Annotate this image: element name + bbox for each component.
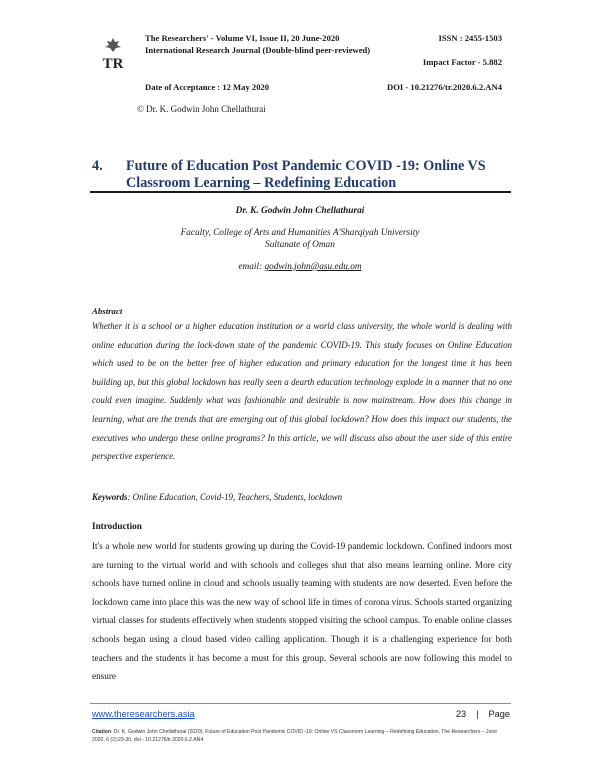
- acceptance-date: Date of Acceptance : 12 May 2020: [145, 82, 270, 92]
- page-number-value: 23: [455, 709, 467, 719]
- introduction-text: It's a whole new world for students growing up during the Covid-19 pandemic lockdown. Confined indoors most are turning to the virtual world and with schools and colleges shut that also means learning online. More city schools have turned online in cloud and schools usually teaming with students are now deserted. Even before the lockdown came into place this was the new way of school life in times of corona virus. Schools started organizing virtual classes for students effectively when students stopped visiting the school campus. To enable online classes schools began using a cloud based video calling application. Though it is a challenging experience for both teachers and the students it has become a must for this group. Several schools are now following this model to ensure: [92, 541, 512, 682]
- introduction-heading: Introduction: [92, 521, 142, 531]
- abstract-heading: Abstract: [92, 306, 123, 316]
- page-separator: |: [476, 709, 479, 719]
- article-number: 4.: [92, 158, 103, 174]
- page-number: [446, 709, 510, 719]
- email-label: email:: [238, 262, 265, 272]
- citation-text: : Dr. K. Godwin John Chellathurai (2020). Future of Education Post Pandemic COVID -19: Online VS Classroom Learning – Redefining Education, The Researchers – June 2020, 6 (2):29-30. doi - 10.21276/tr.2020.6.2.AN4: [92, 729, 498, 743]
- journal-subtitle: International Research Journal (Double-blind peer-reviewed): [145, 45, 371, 55]
- citation: [92, 728, 510, 744]
- page-label: Page: [488, 709, 510, 719]
- journal-logo: [100, 36, 126, 72]
- impact-factor: Impact Factor - 5.882: [422, 57, 502, 67]
- affiliation-line-2: Sultanate of Oman: [265, 240, 335, 250]
- article-title: Future of Education Post Pandemic COVID -19: Online VS Classroom Learning – Redefining Education: [126, 158, 486, 191]
- doi: DOI - 10.21276/tr.2020.6.2.AN4: [387, 82, 502, 92]
- affiliation-line-1: Faculty, College of Arts and Humanities A'Sharqiyah University: [180, 228, 420, 238]
- footer-divider: [90, 703, 511, 704]
- abstract-text: Whether it is a school or a higher education institution or a world class university, the whole world is dealing with online education during the lock-down state of the pandemic COVID-19. This study focuses on Online Education which used to be on the better free of higher education and primary education for the longest time it has been building up, but this global lockdown has really seen a dearth education technology explode in a manner that no one could even imagine. Suddenly what was fashionable and desirable is now mainstream. How does this change in learning, what are the trends that are emerging out of this global lockdown? How does this impact our students, the executives who undergo these online programs? In this article, we will discuss also about the user side of this entire perspective experience.: [92, 321, 512, 462]
- keywords-list: : Online Education, Covid-19, Teachers, Students, lockdown: [127, 492, 343, 502]
- citation-label: Citation: [92, 729, 111, 735]
- email-line: [0, 262, 600, 272]
- keywords-label: Keywords: [92, 492, 128, 502]
- logo-text: TR: [102, 56, 124, 72]
- journal-title: The Researchers' - Volume VI, Issue II, 20 June-2020: [145, 33, 340, 43]
- journal-website-link[interactable]: www.theresearchers.asia: [92, 709, 195, 719]
- issn: ISSN : 2455-1503: [438, 33, 502, 43]
- author-name: Dr. K. Godwin John Chellathurai: [235, 206, 365, 216]
- title-divider: [90, 191, 511, 193]
- copyright: © Dr. K. Godwin John Chellathurai: [137, 104, 266, 114]
- keywords: [92, 492, 342, 502]
- email-link[interactable]: godwin.john@asu.edu.om: [264, 262, 362, 272]
